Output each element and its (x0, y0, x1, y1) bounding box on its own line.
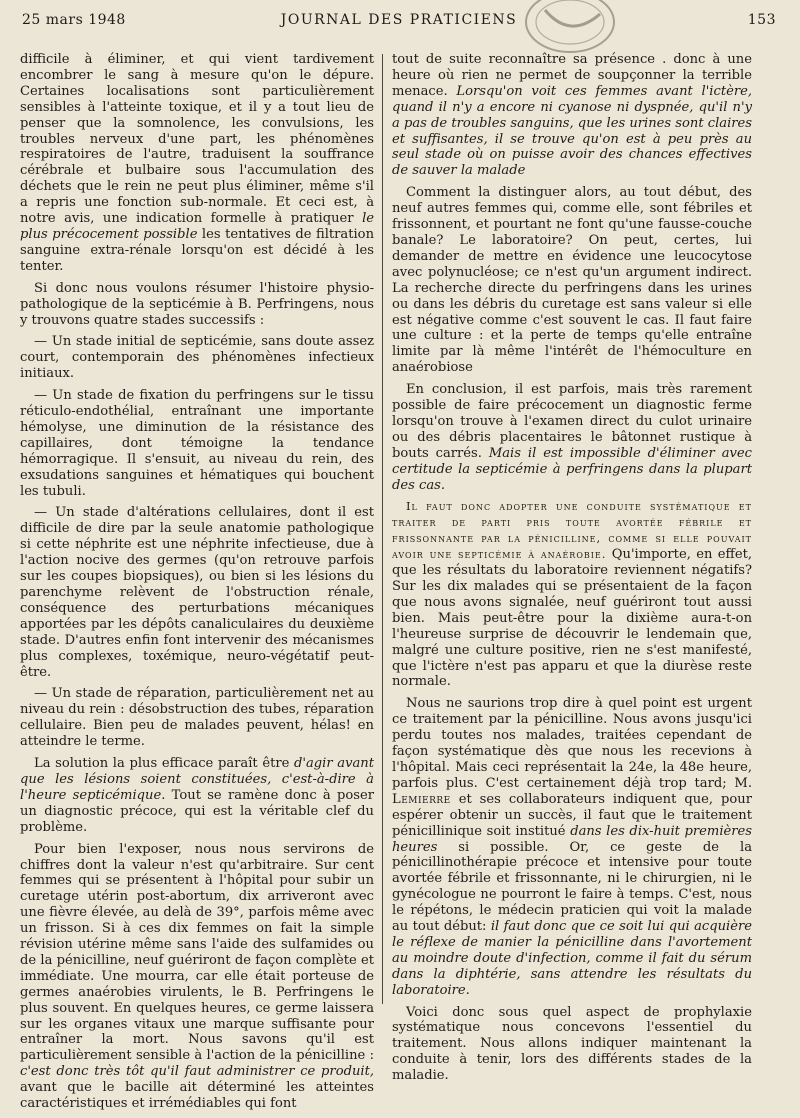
journal-title: JOURNAL DES PRATICIENS (280, 12, 518, 28)
column-divider (382, 54, 383, 1004)
paragraph: difficile à éliminer, et qui vient tardivement encombrer le sang à mesure qu'on le dépure. Certaines localisations sont particulièrement sensibles à l'atteinte toxique, et il y a tout lieu de penser que la somnolence, les convulsions, les troubles nerveux d'une part, les phénomènes respiratoires de l'autre, traduisent la souffrance cérébrale et bulbaire sous l'accumulation des déchets que le rein ne peut plus éliminer, même s'il a repris une fonction sub-normale. Et ceci est, à notre avis, une indication formelle à pratiquer le plus précocement possible les tentatives de filtration sanguine extra-rénale lorsqu'on est décidé à les tenter. (20, 52, 374, 274)
paragraph: Comment la distinguer alors, au tout début, des neuf autres femmes qui, comme elle, sont fébriles et frissonnent, et pourtant ne font qu'une fausse-couche banale? Le laboratoire? On peut, certes, lui demander de mettre en évidence une leucocytose avec polynucléose; ce n'est qu'un argument indirect. La recherche directe du perfringens dans les urines ou dans les débris du curetage est sans valeur si elle est négative comme c'est souvent le cas. Il faut faire une culture : et la perte de temps qu'elle entraîne limite par là même l'intérêt de l'hémoculture en anaérobiose (392, 185, 752, 376)
paragraph: — Un stade initial de septicémie, sans doute assez court, contemporain des phénomènes infectieux initiaux. (20, 334, 374, 382)
library-stamp-icon (515, 0, 625, 60)
paragraph: En conclusion, il est parfois, mais très rarement possible de faire précocement un diagnostic ferme lorsqu'on trouve à l'examen direct du culot urinaire ou des débris placentaires le bâtonnet rustique à bouts carrés. Mais il est impossible d'éliminer avec certitude la septicémie à perfringens dans la plupart des cas. (392, 382, 752, 493)
paragraph: — Un stade de réparation, particulièrement net au niveau du rein : désobstruction des tubes, réparation cellulaire. Bien peu de malades peuvent, hélas! en atteindre le terme. (20, 686, 374, 750)
paragraph: La solution la plus efficace paraît être d'agir avant que les lésions soient constituées, c'est-à-dire à l'heure septicémique. Tout se ramène donc à poser un diagnostic précoce, qui est la véritable clef du problème. (20, 756, 374, 835)
paragraph: tout de suite reconnaître sa présence . donc à une heure où rien ne permet de soupçonner la terrible menace. Lorsqu'on voit ces femmes avant l'ictère, quand il n'y a encore ni cyanose ni dyspnée, qu'il n'y a pas de troubles sanguins, que les urines sont claires et suffisantes, il se trouve qu'on est à peu près au seul stade où on puisse avoir des chances effectives de sauver la malade (392, 52, 753, 179)
paragraph: — Un stade d'altérations cellulaires, dont il est difficile de dire par la seule anatomie pathologique si cette néphrite est une néphrite infectieuse, due à l'action nocive des germes (qu'on retrouve parfois sur les coupes biopsiques), ou bien si les lésions du parenchyme relèvent de l'obstruction rénale, conséquence des perturbations mécaniques apportées par les dépôts canaliculaires du deuxième stade. D'autres enfin font intervenir des mécanismes plus complexes, toxémique, neuro-végétatif peut-être. (20, 505, 374, 680)
right-column (392, 52, 752, 1090)
page-number: 153 (747, 12, 776, 28)
issue-date: 25 mars 1948 (22, 12, 126, 28)
paragraph: Si donc nous voulons résumer l'histoire physio-pathologique de la septicémie à B. Perfringens, nous y trouvons quatre stades successifs : (20, 280, 374, 328)
paragraph: Nous ne saurions trop dire à quel point est urgent ce traitement par la pénicilline. Nous avons jusqu'ici perdu toutes nos malades, traitées cependant de façon systématique dès que nous les recevions à l'hôpital. Mais ceci représentait la 24e, la 48e heure, parfois plus. C'est certainement déjà trop tard; M. Lemierre et ses collaborateurs indiquent que, pour espérer obtenir un succès, il faut que le traitement pénicillinique soit institué dans les dix-huit premières heures si possible. Or, ce geste de la pénicillinothérapie précoce et intensive pour toute avortée fébrile et frissonnante, ni le chirurgien, ni le gynécologue ne pourront le faire à temps. C'est, nous le répétons, le médecin praticien qui voit la malade au tout début: il faut donc que ce soit lui qui acquière le réflexe de manier la pénicilline dans l'avortement au moindre doute d'infection, comme il fait du sérum dans la diphtérie, sans attendre les résultats du laboratoire. (392, 696, 752, 998)
paragraph: Il faut donc adopter une conduite systématique et traiter de parti pris toute avortée fébrile et frissonnante par la pénicilline, comme si elle pouvait avoir une septicémie à anaérobie. Qu'importe, en effet, que les résultats du laboratoire reviennent négatifs? Sur les dix malades qui se présentaient de la façon que nous avons signalée, neuf guériront tout aussi bien. Mais peut-être pour la dixième aura-t-on l'heureuse surprise de découvrir le lendemain que, malgré une culture positive, rien ne s'est manifesté, que l'ictère n'est pas apparu et que la diurèse reste normale. (392, 499, 752, 690)
left-column (20, 52, 374, 1118)
paragraph: — Un stade de fixation du perfringens sur le tissu réticulo-endothélial, entraînant une importante hémolyse, une diminution de la résistance des capillaires, dont témoigne la tendance hémorragique. Il s'ensuit, au niveau du rein, des exsudations sanguines et hématiques qui bouchent les tubuli. (20, 388, 374, 499)
paragraph: Pour bien l'exposer, nous nous servirons de chiffres dont la valeur n'est qu'arbitraire. Sur cent femmes qui se présentent à l'hôpital pour subir un curetage utérin post-abortum, dix arriveront avec une fièvre élevée, au delà de 39°, parfois même avec un frisson. Si à ces dix femmes on fait la simple révision utérine même sans l'aide des sulfamides ou de la pénicilline, neuf guériront de façon complète et immédiate. Une mourra, car elle était porteuse de germes anaérobies virulents, le B. Perfringens le plus souvent. En quelques heures, ce germe laissera sur les organes vitaux une marque suffisante pour entraîner la mort. Nous savons qu'il est particulièrement sensible à l'action de la pénicilline : c'est donc très tôt qu'il faut administrer ce produit, avant que le bacille ait déterminé les atteintes caractéristiques et irrémédiables qui font (20, 841, 374, 1112)
page-header (22, 12, 776, 38)
paragraph: Voici donc sous quel aspect de prophylaxie systématique nous concevons l'essentiel du traitement. Nous allons indiquer maintenant la conduite à tenir, lors des différents stades de la maladie. (392, 1004, 752, 1084)
